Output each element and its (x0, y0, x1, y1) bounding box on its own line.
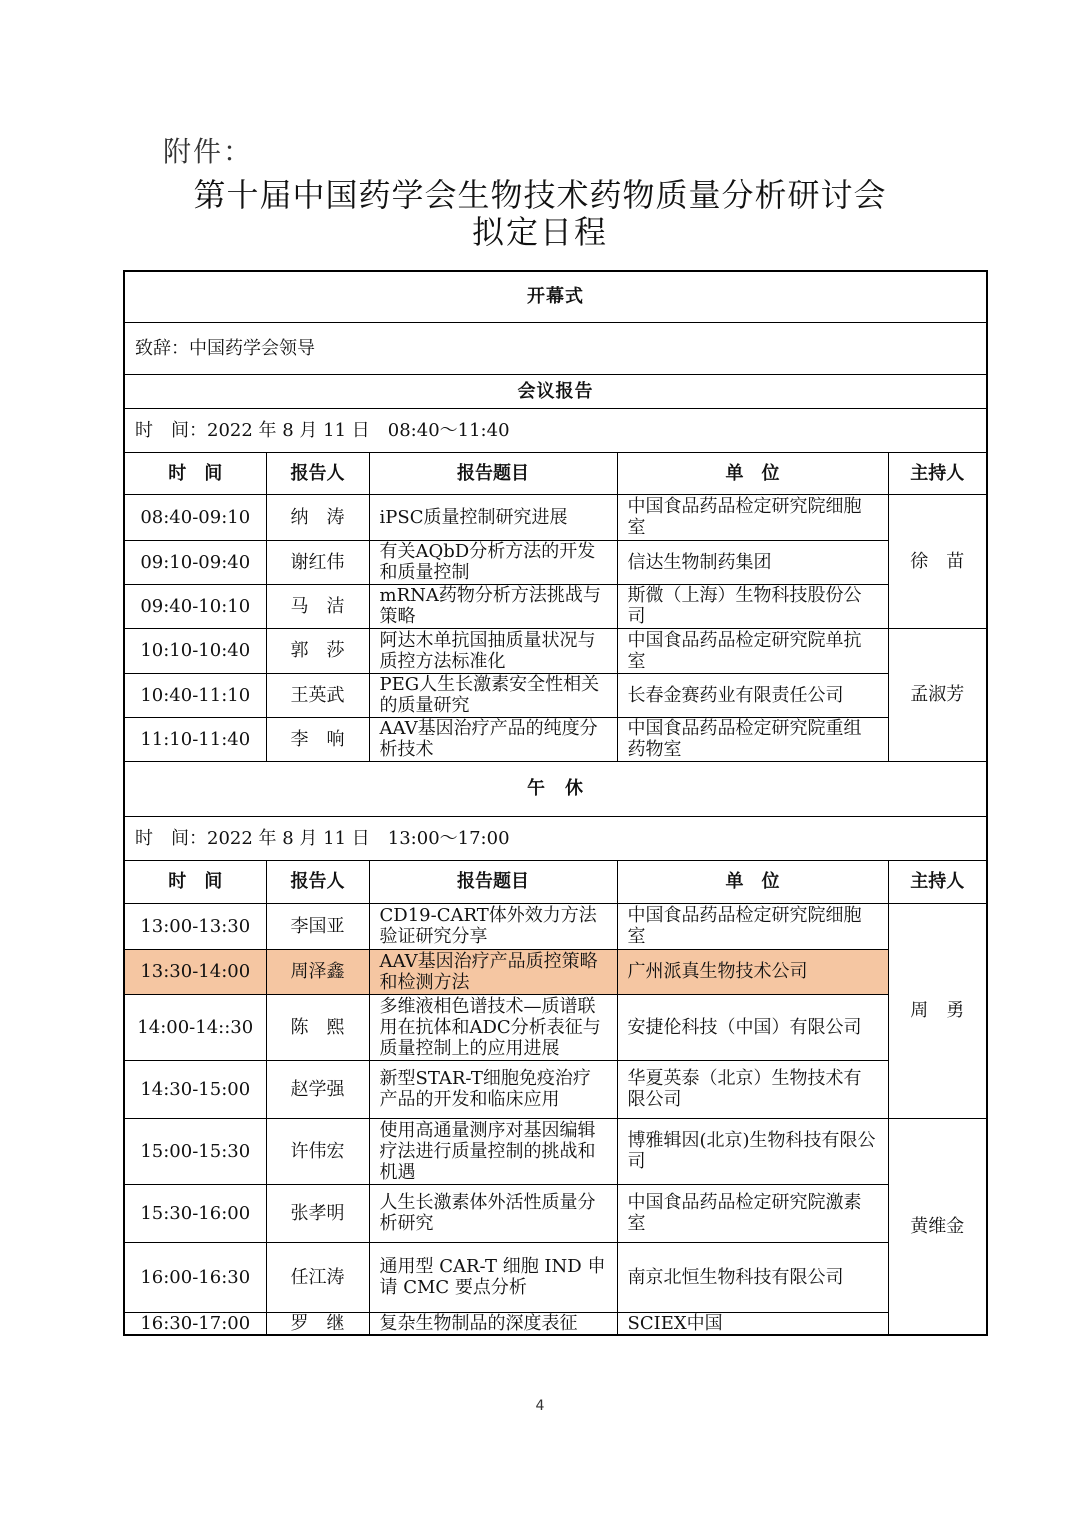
time-cell: 16:00-16:30 (124, 1242, 266, 1312)
morning-time-line: 时 间：2022 年 8 月 11 日 08:40～11:40 (124, 408, 987, 452)
header-time: 时 间 (124, 452, 266, 494)
org-cell: 广州派真生物技术公司 (617, 949, 888, 994)
lunch-section-title: 午 休 (124, 761, 987, 816)
table-row (124, 494, 987, 540)
table-row (124, 628, 987, 673)
time-cell: 13:00-13:30 (124, 903, 266, 949)
topic-cell: mRNA药物分析方法挑战与策略 (369, 584, 617, 628)
opening-section-title: 开幕式 (124, 271, 987, 322)
opening-speech: 致辞：中国药学会领导 (124, 322, 987, 374)
header-speaker: 报告人 (266, 860, 369, 903)
header-host: 主持人 (888, 860, 987, 903)
schedule-table (123, 270, 988, 1336)
table-row (124, 994, 987, 1060)
host-cell: 周 勇 (888, 903, 987, 1118)
org-cell: 中国食品药品检定研究院细胞室 (617, 494, 888, 540)
topic-cell: 阿达木单抗国抽质量状况与质控方法标准化 (369, 628, 617, 673)
org-cell: 中国食品药品检定研究院激素室 (617, 1184, 888, 1242)
morning-header-row (124, 452, 987, 494)
org-cell: 信达生物制药集团 (617, 540, 888, 584)
speaker-cell: 李 响 (266, 717, 369, 761)
speaker-cell: 谢红伟 (266, 540, 369, 584)
document-title: 第十届中国药学会生物技术药物质量分析研讨会 (193, 176, 887, 214)
org-cell: 中国食品药品检定研究院单抗室 (617, 628, 888, 673)
table-row (124, 903, 987, 949)
topic-cell: AAV基因治疗产品质控策略和检测方法 (369, 949, 617, 994)
time-cell: 08:40-09:10 (124, 494, 266, 540)
topic-cell: PEG人生长激素安全性相关的质量研究 (369, 673, 617, 717)
topic-cell: AAV基因治疗产品的纯度分析技术 (369, 717, 617, 761)
document-subtitle: 拟定日程 (471, 213, 608, 251)
topic-cell: 有关AQbD分析方法的开发和质量控制 (369, 540, 617, 584)
topic-cell: 使用高通量测序对基因编辑疗法进行质量控制的挑战和机遇 (369, 1118, 617, 1184)
host-cell: 黄维金 (888, 1118, 987, 1335)
speaker-cell: 马 洁 (266, 584, 369, 628)
topic-cell: CD19-CART体外效力方法验证研究分享 (369, 903, 617, 949)
time-cell: 13:30-14:00 (124, 949, 266, 994)
time-cell: 09:10-09:40 (124, 540, 266, 584)
afternoon-time-line: 时 间：2022 年 8 月 11 日 13:00～17:00 (124, 816, 987, 860)
header-org: 单 位 (617, 452, 888, 494)
org-cell: 南京北恒生物科技有限公司 (617, 1242, 888, 1312)
table-row (124, 717, 987, 761)
speaker-cell: 赵学强 (266, 1060, 369, 1118)
speaker-cell: 许伟宏 (266, 1118, 369, 1184)
speaker-cell: 王英武 (266, 673, 369, 717)
host-cell: 徐 苗 (888, 494, 987, 628)
table-row (124, 1060, 987, 1118)
time-cell: 11:10-11:40 (124, 717, 266, 761)
org-cell: 斯微（上海）生物科技股份公司 (617, 584, 888, 628)
time-cell: 14:30-15:00 (124, 1060, 266, 1118)
org-cell: 华夏英泰（北京）生物技术有限公司 (617, 1060, 888, 1118)
org-cell: 长春金赛药业有限责任公司 (617, 673, 888, 717)
reports-section-title: 会议报告 (124, 374, 987, 408)
header-topic: 报告题目 (369, 452, 617, 494)
org-cell: 博雅辑因(北京)生物科技有限公司 (617, 1118, 888, 1184)
org-cell: 中国食品药品检定研究院重组药物室 (617, 717, 888, 761)
highlighted-row (124, 949, 987, 994)
speaker-cell: 纳 涛 (266, 494, 369, 540)
speaker-cell: 张孝明 (266, 1184, 369, 1242)
time-cell: 10:10-10:40 (124, 628, 266, 673)
afternoon-header-row (124, 860, 987, 903)
table-row (124, 673, 987, 717)
host-cell: 孟淑芳 (888, 628, 987, 761)
time-cell: 15:00-15:30 (124, 1118, 266, 1184)
topic-cell: iPSC质量控制研究进展 (369, 494, 617, 540)
speaker-cell: 李国亚 (266, 903, 369, 949)
header-host: 主持人 (888, 452, 987, 494)
time-cell: 09:40-10:10 (124, 584, 266, 628)
table-row (124, 584, 987, 628)
topic-cell: 人生长激素体外活性质量分析研究 (369, 1184, 617, 1242)
table-row (124, 540, 987, 584)
topic-cell: 复杂生物制品的深度表征 (369, 1312, 617, 1335)
header-time: 时 间 (124, 860, 266, 903)
header-org: 单 位 (617, 860, 888, 903)
time-cell: 15:30-16:00 (124, 1184, 266, 1242)
time-cell: 16:30-17:00 (124, 1312, 266, 1335)
table-row (124, 1118, 987, 1184)
speaker-cell: 周泽鑫 (266, 949, 369, 994)
page-number: 4 (535, 1398, 545, 1414)
table-row (124, 1184, 987, 1242)
topic-cell: 新型STAR-T细胞免疫治疗产品的开发和临床应用 (369, 1060, 617, 1118)
table-row (124, 1312, 987, 1335)
topic-cell: 通用型 CAR-T 细胞 IND 申请 CMC 要点分析 (369, 1242, 617, 1312)
time-cell: 14:00-14::30 (124, 994, 266, 1060)
speaker-cell: 罗 继 (266, 1312, 369, 1335)
attachment-label: 附件： (163, 135, 254, 168)
header-speaker: 报告人 (266, 452, 369, 494)
org-cell: 安捷伦科技（中国）有限公司 (617, 994, 888, 1060)
time-cell: 10:40-11:10 (124, 673, 266, 717)
topic-cell: 多维液相色谱技术—质谱联用在抗体和ADC分析表征与质量控制上的应用进展 (369, 994, 617, 1060)
header-topic: 报告题目 (369, 860, 617, 903)
table-row (124, 1242, 987, 1312)
speaker-cell: 郭 莎 (266, 628, 369, 673)
org-cell: SCIEX中国 (617, 1312, 888, 1335)
speaker-cell: 陈 熙 (266, 994, 369, 1060)
org-cell: 中国食品药品检定研究院细胞室 (617, 903, 888, 949)
speaker-cell: 任江涛 (266, 1242, 369, 1312)
